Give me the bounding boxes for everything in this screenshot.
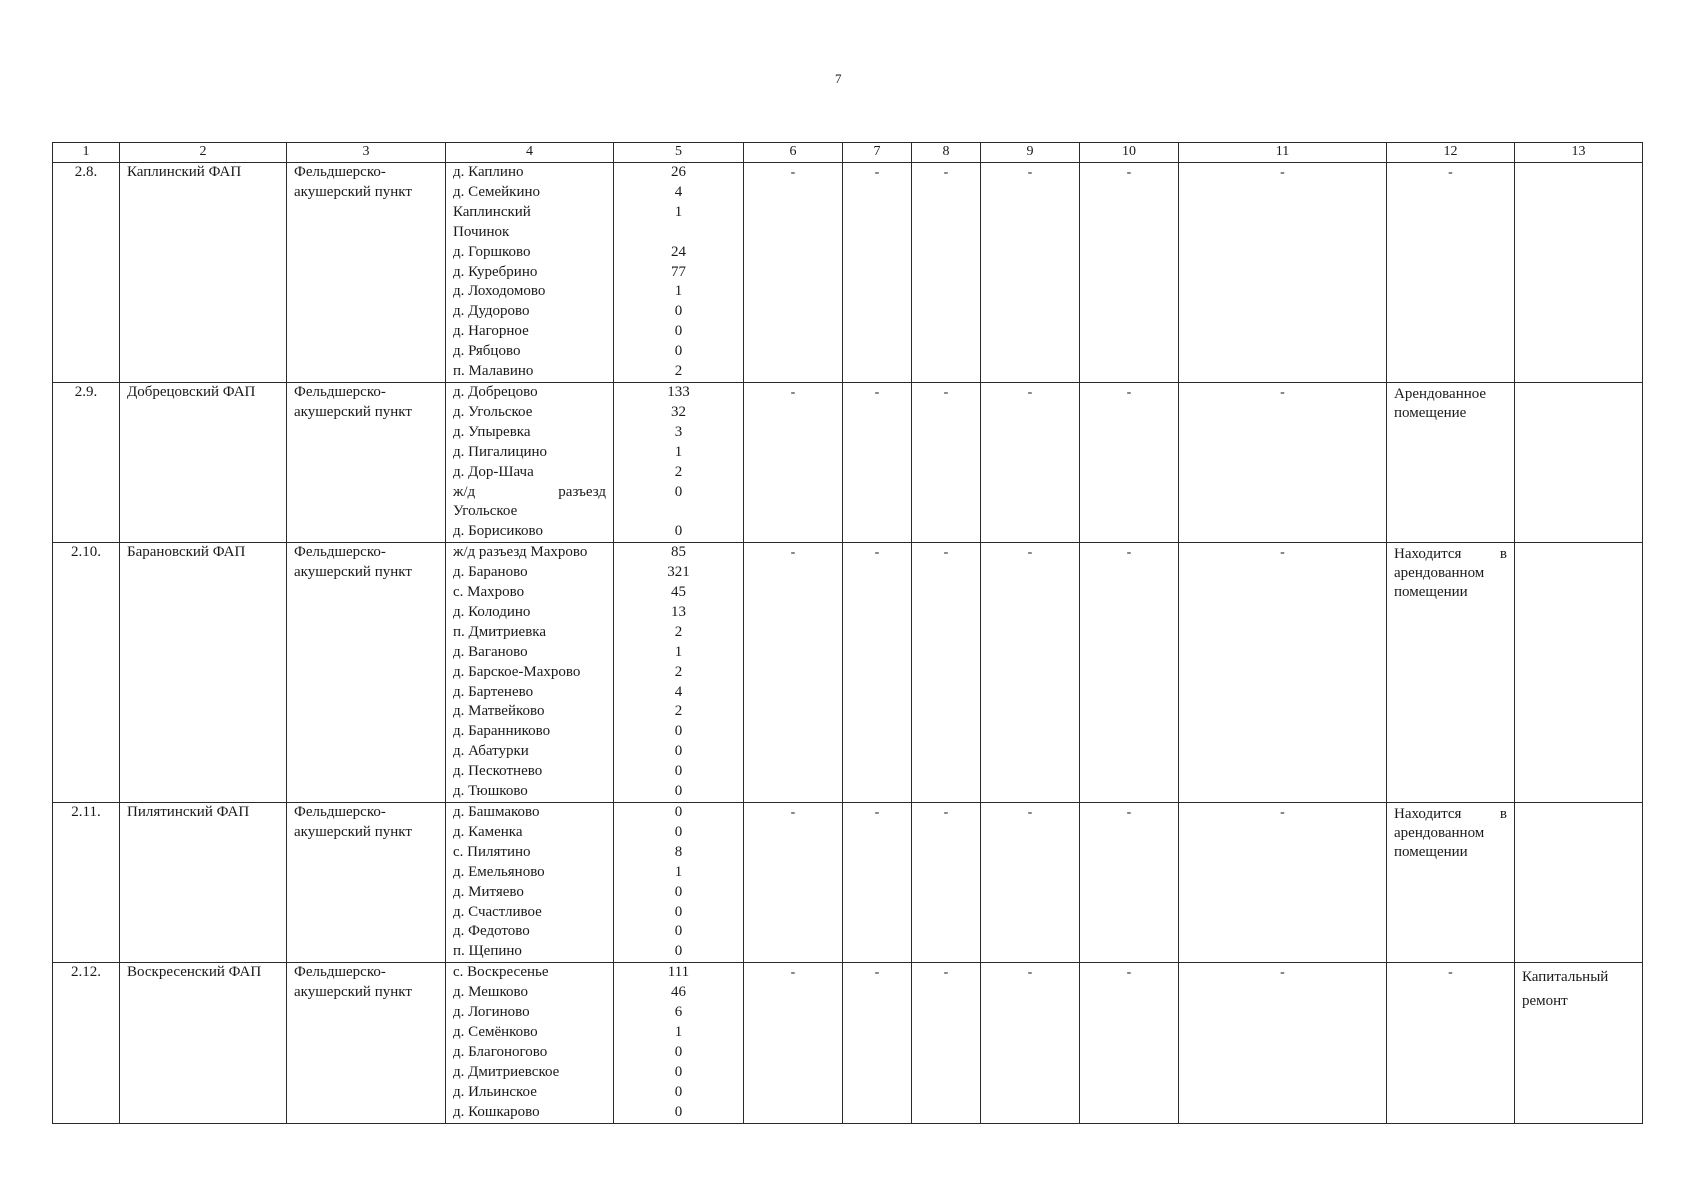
settlement-name: д. Матвейково: [453, 703, 545, 720]
row-number: 2.12.: [71, 964, 101, 981]
population-value: 0: [674, 823, 683, 840]
population-value: 2: [674, 363, 683, 380]
settlement-name: д. Ильинское: [453, 1083, 537, 1100]
dash-cell: [912, 963, 981, 1123]
population-value: 0: [674, 1063, 683, 1080]
settlement-name: д. Митяево: [453, 883, 524, 900]
settlement-name: д. Абатурки: [453, 743, 529, 760]
column-header: 5: [614, 143, 744, 163]
dash-mark: -: [1027, 165, 1033, 180]
facilities-table: [52, 142, 1643, 1124]
dash-cell: [843, 543, 912, 803]
column-header: 13: [1515, 143, 1643, 163]
settlement-name: д. Семейкино: [453, 183, 540, 200]
settlement-name: д. Бараново: [453, 564, 528, 581]
dash-mark: -: [1126, 805, 1132, 820]
dash-cell: [744, 543, 843, 803]
population-value: 0: [674, 783, 683, 800]
population-value: 0: [674, 723, 683, 740]
settlement-name: д. Каменка: [453, 823, 523, 840]
column-header: 4: [446, 143, 614, 163]
dash-mark: -: [943, 805, 949, 820]
population-value: 111: [667, 964, 690, 981]
population-value: 0: [674, 1083, 683, 1100]
population-value: 321: [667, 564, 690, 581]
dash-cell: [1179, 963, 1387, 1123]
population-spacer: [621, 223, 736, 243]
dash-mark: -: [790, 165, 796, 180]
dash-cell: [1080, 963, 1179, 1123]
facility-name-cell: [120, 163, 287, 383]
settlement-name: д. Упыревка: [453, 423, 531, 440]
facility-name: Пилятинский ФАП: [127, 804, 250, 820]
facility-type-cell: [287, 382, 446, 542]
dash-cell: [1179, 382, 1387, 542]
settlement-name: д. Колодино: [453, 603, 531, 620]
settlement-name: д. Счастливое: [453, 903, 542, 920]
dash-cell: [744, 963, 843, 1123]
dash-mark: -: [1126, 545, 1132, 561]
settlement-name: д. Рябцово: [453, 343, 521, 360]
settlement-name: с. Воскресенье: [453, 964, 549, 981]
population-cell: [614, 803, 744, 963]
settlements-cell: [446, 963, 614, 1123]
table-row: [53, 963, 1643, 1123]
settlement-name: д. Дор-Шача: [453, 463, 534, 480]
repair-note: [1522, 163, 1635, 165]
facility-name: Каплинский ФАП: [127, 164, 242, 180]
facility-type: Фельдшерско-акушерский пункт: [294, 804, 412, 840]
repair-note: [1522, 543, 1635, 545]
population-value: 2: [674, 663, 683, 680]
premises-note-cell: [1387, 543, 1515, 803]
repair-note-cell: [1515, 543, 1643, 803]
row-number-cell: [53, 803, 120, 963]
population-value: 1: [674, 203, 683, 220]
settlement-name: д. Бартенево: [453, 683, 534, 700]
dash-cell: [981, 163, 1080, 383]
settlements-cell: [446, 163, 614, 383]
column-header: 2: [120, 143, 287, 163]
facility-name-cell: [120, 543, 287, 803]
dash-mark: -: [943, 545, 949, 561]
settlement-name: д. Нагорное: [453, 323, 529, 340]
settlement-name: д. Башмаково: [453, 804, 540, 820]
dash-cell: [912, 803, 981, 963]
facility-type: Фельдшерско-акушерский пункт: [294, 164, 412, 200]
settlement-name: ж/д разъезд Угольское: [453, 483, 606, 520]
population-value: 46: [671, 984, 686, 1001]
dash-mark: -: [874, 965, 880, 981]
dash-cell: [1387, 163, 1515, 383]
dash-mark: -: [1280, 805, 1285, 820]
settlement-name: д. Каплино: [453, 164, 524, 180]
facility-name: Добрецовский ФАП: [127, 383, 256, 400]
settlement-name: п. Малавино: [453, 363, 534, 380]
population-value: 133: [667, 383, 690, 400]
dash-cell: [1179, 163, 1387, 383]
settlement-name: д. Дмитриевское: [453, 1063, 560, 1080]
settlements-cell: [446, 382, 614, 542]
dash-mark: -: [1027, 965, 1033, 981]
population-value: 0: [674, 323, 683, 340]
dash-cell: [843, 382, 912, 542]
settlement-name: Каплинский Починок: [453, 203, 531, 240]
column-header: 10: [1080, 143, 1179, 163]
dash-mark: -: [1280, 384, 1285, 400]
dash-cell: [1080, 803, 1179, 963]
population-value: 24: [671, 243, 686, 260]
repair-note-cell: [1515, 163, 1643, 383]
population-value: 2: [674, 463, 683, 480]
dash-cell: [843, 963, 912, 1123]
population-value: 2: [674, 623, 683, 640]
row-number: 2.9.: [74, 383, 98, 400]
settlement-name: д. Баранниково: [453, 723, 551, 740]
population-value: 0: [674, 763, 683, 780]
column-number-header-row: [53, 143, 1643, 163]
settlement-name: с. Махрово: [453, 584, 525, 601]
column-header: 3: [287, 143, 446, 163]
dash-mark: -: [943, 384, 949, 400]
page-number: 7: [835, 71, 842, 86]
repair-note-cell: [1515, 382, 1643, 542]
population-value: 1: [674, 1023, 683, 1040]
column-header: 6: [744, 143, 843, 163]
population-value: 6: [674, 1004, 683, 1021]
population-value: 77: [671, 263, 686, 280]
population-value: 0: [674, 883, 683, 900]
population-value: 0: [674, 483, 683, 500]
dash-mark: -: [1126, 965, 1132, 981]
dash-mark: -: [1027, 384, 1033, 400]
settlement-name: д. Семёнково: [453, 1023, 538, 1040]
dash-mark: -: [1448, 965, 1453, 981]
dash-mark: -: [1126, 165, 1132, 180]
table-row: [53, 163, 1643, 383]
population-value: 1: [674, 643, 683, 660]
settlement-name: д. Тюшково: [453, 783, 528, 800]
column-header: 1: [53, 143, 120, 163]
population-value: 0: [674, 1043, 683, 1060]
settlement-name: д. Дудорово: [453, 303, 530, 320]
dash-cell: [912, 382, 981, 542]
dash-cell: [744, 803, 843, 963]
settlement-name: д. Кошкарово: [453, 1103, 540, 1120]
dash-cell: [1179, 803, 1387, 963]
population-value: 0: [674, 1103, 683, 1120]
facility-name: Барановский ФАП: [127, 544, 246, 561]
facility-type: Фельдшерско-акушерский пункт: [294, 964, 412, 1001]
dash-cell: [1179, 543, 1387, 803]
population-value: 0: [674, 923, 683, 940]
population-value: 0: [674, 743, 683, 760]
facility-type-cell: [287, 803, 446, 963]
premises-note: Арендованное помещение: [1394, 385, 1487, 421]
repair-note-cell: [1515, 803, 1643, 963]
premises-note-cell: [1387, 382, 1515, 542]
dash-mark: -: [1448, 165, 1453, 180]
population-value: 0: [674, 303, 683, 320]
row-number-cell: [53, 382, 120, 542]
row-number-cell: [53, 543, 120, 803]
dash-mark: -: [874, 384, 880, 400]
settlement-name: д. Пигалицино: [453, 443, 548, 460]
dash-cell: [912, 543, 981, 803]
dash-mark: -: [790, 805, 796, 820]
repair-note-cell: [1515, 963, 1643, 1123]
premises-note: Находится в арендованном помещении: [1394, 806, 1507, 860]
dash-mark: -: [943, 965, 949, 981]
dash-mark: -: [943, 165, 949, 180]
population-value: 1: [674, 443, 683, 460]
row-number: 2.11.: [71, 804, 101, 820]
dash-cell: [744, 163, 843, 383]
dash-mark: -: [1027, 805, 1033, 820]
settlement-name: п. Дмитриевка: [453, 623, 547, 640]
population-value: 0: [674, 343, 683, 360]
dash-mark: -: [1126, 384, 1132, 400]
dash-mark: -: [790, 965, 796, 981]
facility-type-cell: [287, 963, 446, 1123]
dash-mark: -: [790, 545, 796, 561]
dash-cell: [981, 543, 1080, 803]
settlement-name: д. Мешково: [453, 984, 528, 1001]
population-value: 26: [671, 164, 686, 180]
settlement-name: ж/д разъезд Махрово: [453, 544, 588, 561]
population-cell: [614, 963, 744, 1123]
dash-cell: [981, 963, 1080, 1123]
dash-cell: [912, 163, 981, 383]
population-value: 2: [674, 703, 683, 720]
dash-mark: -: [1280, 545, 1285, 561]
dash-cell: [744, 382, 843, 542]
population-value: 1: [674, 283, 683, 300]
dash-cell: [981, 382, 1080, 542]
column-header: 11: [1179, 143, 1387, 163]
population-value: 1: [674, 863, 683, 880]
facility-name-cell: [120, 803, 287, 963]
dash-cell: [981, 803, 1080, 963]
population-value: 4: [674, 683, 683, 700]
column-header: 7: [843, 143, 912, 163]
column-header: 8: [912, 143, 981, 163]
population-value: 8: [674, 843, 683, 860]
settlements-cell: [446, 803, 614, 963]
settlement-name: д. Барское-Махрово: [453, 663, 581, 680]
facility-name-cell: [120, 963, 287, 1123]
population-value: 3: [674, 423, 683, 440]
dash-cell: [1080, 543, 1179, 803]
dash-mark: -: [790, 384, 796, 400]
column-header: 12: [1387, 143, 1515, 163]
settlement-name: д. Емельяново: [453, 863, 545, 880]
settlement-name: п. Щепино: [453, 943, 522, 960]
settlement-name: д. Федотово: [453, 923, 530, 940]
settlement-name: д. Благоногово: [453, 1043, 548, 1060]
population-cell: [614, 163, 744, 383]
facility-type-cell: [287, 543, 446, 803]
table-row: [53, 543, 1643, 803]
dash-mark: -: [1027, 545, 1033, 561]
population-value: 85: [671, 544, 686, 561]
facility-type: Фельдшерско-акушерский пункт: [294, 544, 412, 581]
facility-type: Фельдшерско-акушерский пункт: [294, 383, 412, 420]
dash-cell: [843, 163, 912, 383]
population-value: 0: [674, 943, 683, 960]
dash-cell: [1080, 163, 1179, 383]
column-header: 9: [981, 143, 1080, 163]
population-value: 0: [674, 903, 683, 920]
table-row: [53, 382, 1643, 542]
settlement-name: д. Горшково: [453, 243, 531, 260]
settlement-name: д. Логиново: [453, 1004, 530, 1021]
repair-note: [1522, 803, 1635, 805]
premises-note: Находится в арендованном помещении: [1394, 546, 1507, 601]
population-value: 0: [674, 804, 683, 820]
settlement-name: д. Пескотнево: [453, 763, 543, 780]
population-cell: [614, 382, 744, 542]
population-cell: [614, 543, 744, 803]
row-number: 2.8.: [74, 164, 98, 180]
population-value: 32: [671, 403, 686, 420]
settlements-cell: [446, 543, 614, 803]
population-value: 13: [671, 603, 686, 620]
table-row: [53, 803, 1643, 963]
facility-type-cell: [287, 163, 446, 383]
repair-note: Капитальный ремонт: [1522, 969, 1609, 1010]
row-number: 2.10.: [71, 544, 101, 561]
population-spacer: [621, 502, 736, 522]
population-value: 0: [674, 523, 683, 540]
population-value: 4: [674, 183, 683, 200]
settlement-name: д. Куребрино: [453, 263, 538, 280]
dash-mark: -: [874, 805, 880, 820]
settlement-name: д. Ваганово: [453, 643, 528, 660]
premises-note-cell: [1387, 803, 1515, 963]
dash-cell: [843, 803, 912, 963]
dash-mark: -: [874, 545, 880, 561]
settlement-name: д. Угольское: [453, 403, 533, 420]
dash-mark: -: [874, 165, 880, 180]
dash-cell: [1387, 963, 1515, 1123]
facility-name-cell: [120, 382, 287, 542]
facility-name: Воскресенский ФАП: [127, 964, 262, 981]
dash-mark: -: [1280, 165, 1285, 180]
settlement-name: д. Лоходомово: [453, 283, 546, 300]
dash-cell: [1080, 382, 1179, 542]
row-number-cell: [53, 163, 120, 383]
dash-mark: -: [1280, 965, 1285, 981]
repair-note: [1522, 383, 1635, 385]
settlement-name: с. Пилятино: [453, 843, 531, 860]
settlement-name: д. Борисиково: [453, 523, 543, 540]
settlement-name: д. Добрецово: [453, 383, 538, 400]
population-value: 45: [671, 584, 686, 601]
row-number-cell: [53, 963, 120, 1123]
